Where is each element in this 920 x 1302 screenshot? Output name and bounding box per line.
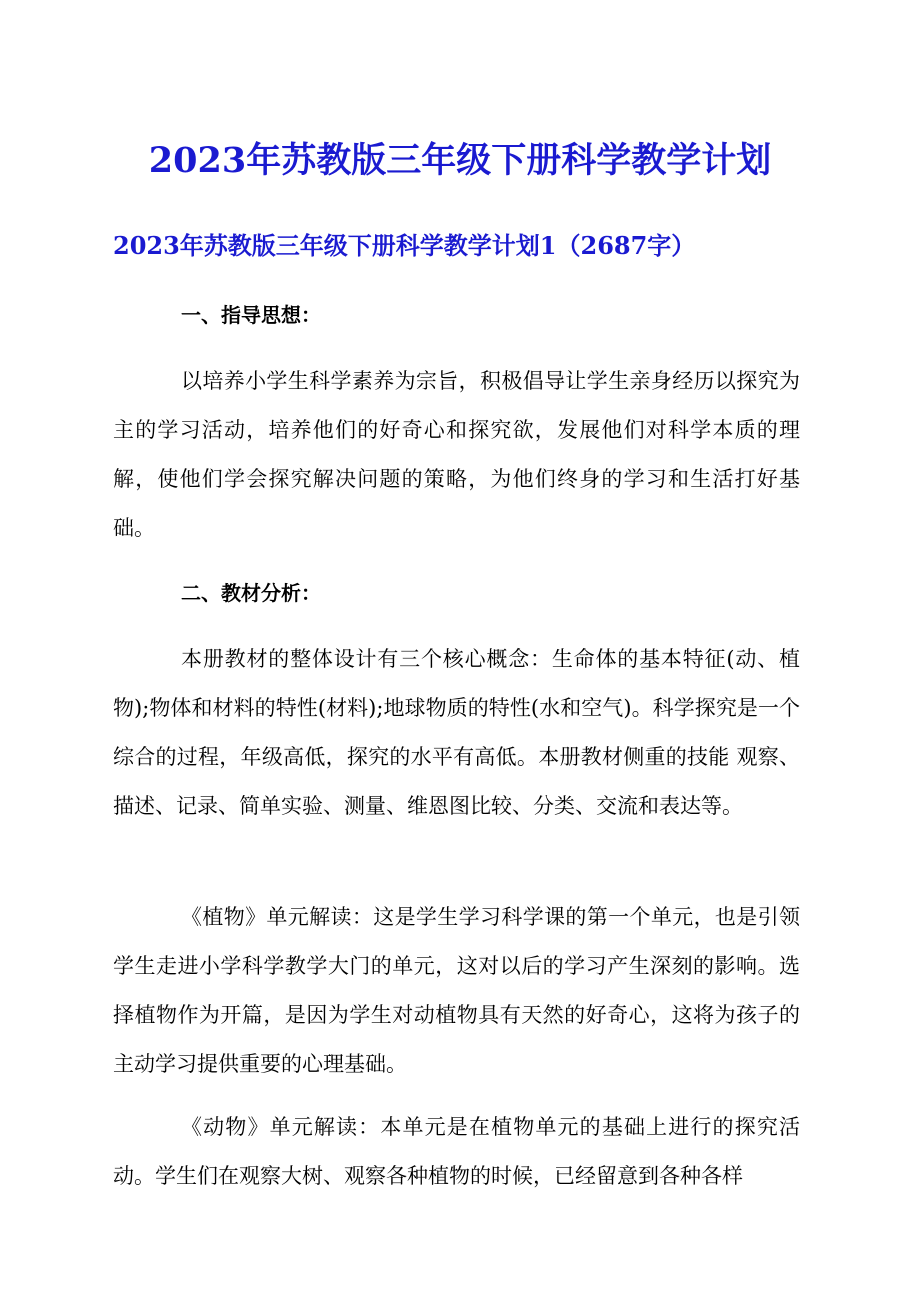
paragraph-guiding-ideology: 以培养小学生科学素养为宗旨，积极倡导让学生亲身经历以探究为主的学习活动，培养他们的好奇心和探究欲，发展他们对科学本质的理解，使他们学会探究解决问题的策略，为他们终身的学习和生活打好基础。 xyxy=(113,369,800,540)
heading-textbook-analysis: 二、教材分析： xyxy=(181,581,321,605)
paragraph-animals-unit: 《动物》单元解读：本单元是在植物单元的基础上进行的探究活动。学生们在观察大树、观察各种植物的时候，已经留意到各种各样 xyxy=(113,1115,800,1188)
section-title: 2023年苏教版三年级下册科学教学计划1（2687字） xyxy=(113,231,696,260)
document-title: 2023年苏教版三年级下册科学教学计划 xyxy=(148,140,772,181)
heading-guiding-ideology: 一、指导思想： xyxy=(181,303,321,327)
paragraph-plants-unit: 《植物》单元解读：这是学生学习科学课的第一个单元，也是引领学生走进小学科学教学大门的单元，这对以后的学习产生深刻的影响。选择植物作为开篇，是因为学生对动植物具有天然的好奇心，这将为孩子的主动学习提供重要的心理基础。 xyxy=(113,905,800,1076)
paragraph-textbook-analysis: 本册教材的整体设计有三个核心概念：生命体的基本特征(动、植物);物体和材料的特性(材料);地球物质的特性(水和空气)。科学探究是一个综合的过程，年级高低，探究的水平有高低。本册教材侧重的技能 观察、描述、记录、简单实验、测量、维恩图比较、分类、交流和表达等。 xyxy=(113,647,800,818)
